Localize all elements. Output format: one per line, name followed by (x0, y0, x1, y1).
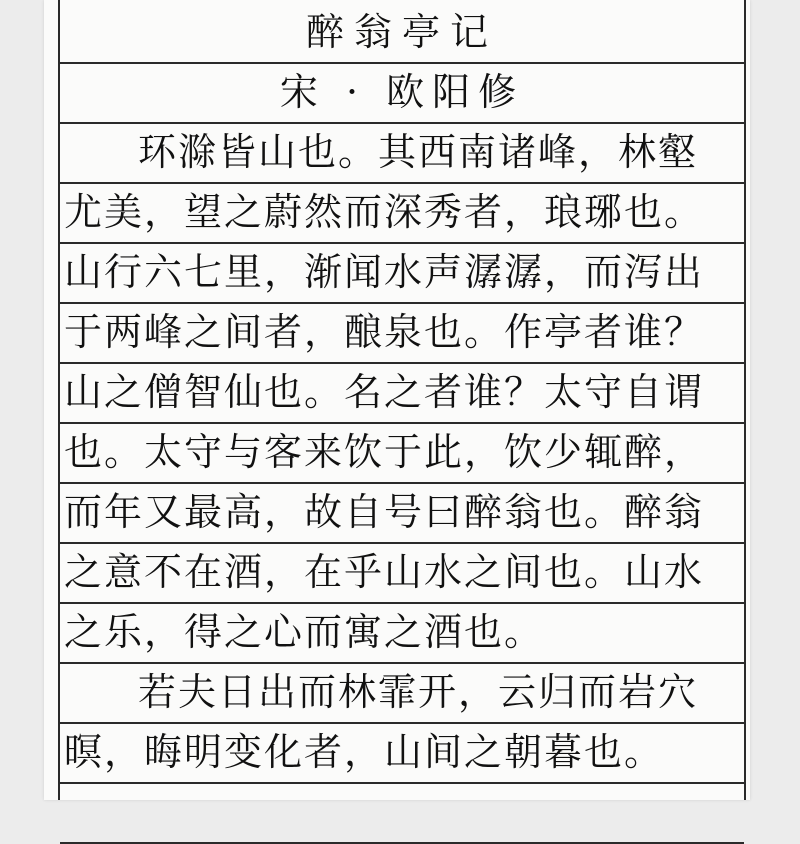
text-line (60, 604, 744, 664)
line-text: 之乐，得之心而寓之酒也。 (64, 610, 545, 654)
line-text: 尤美，望之蔚然而深秀者，琅琊也。 (64, 190, 705, 234)
empty-line (60, 784, 744, 844)
text-line (60, 124, 744, 184)
line-text: 也。太守与客来饮于此，饮少辄醉， (64, 430, 705, 474)
line-text: 若夫日出而林霏开，云归而岩穴 (138, 670, 699, 714)
text-line (60, 304, 744, 364)
line-text: 而年又最高，故自号曰醉翁也。醉翁 (64, 490, 705, 534)
line-text: 山之僧智仙也。名之者谁？太守自谓 (64, 370, 705, 414)
line-text: 环滁皆山也。其西南诸峰，林壑 (138, 130, 699, 174)
line-text: 于两峰之间者，酿泉也。作亭者谁？ (64, 310, 705, 354)
line-text: 暝，晦明变化者，山间之朝暮也。 (64, 730, 665, 774)
copybook-page (44, 0, 750, 800)
line-text: 之意不在酒，在乎山水之间也。山水 (64, 550, 705, 594)
author-line: 宋 · 欧阳修 (279, 70, 525, 114)
text-line (60, 184, 744, 244)
line-text: 山行六七里，渐闻水声潺潺，而泻出 (64, 250, 705, 294)
title-row (60, 4, 744, 64)
right-margin-rule (744, 0, 746, 800)
author-row (60, 64, 744, 124)
text-line (60, 484, 744, 544)
text-line (60, 724, 744, 784)
text-line (60, 664, 744, 724)
text-line (60, 544, 744, 604)
text-line (60, 244, 744, 304)
page-title: 醉翁亭记 (305, 10, 498, 54)
text-line (60, 364, 744, 424)
text-line (60, 424, 744, 484)
